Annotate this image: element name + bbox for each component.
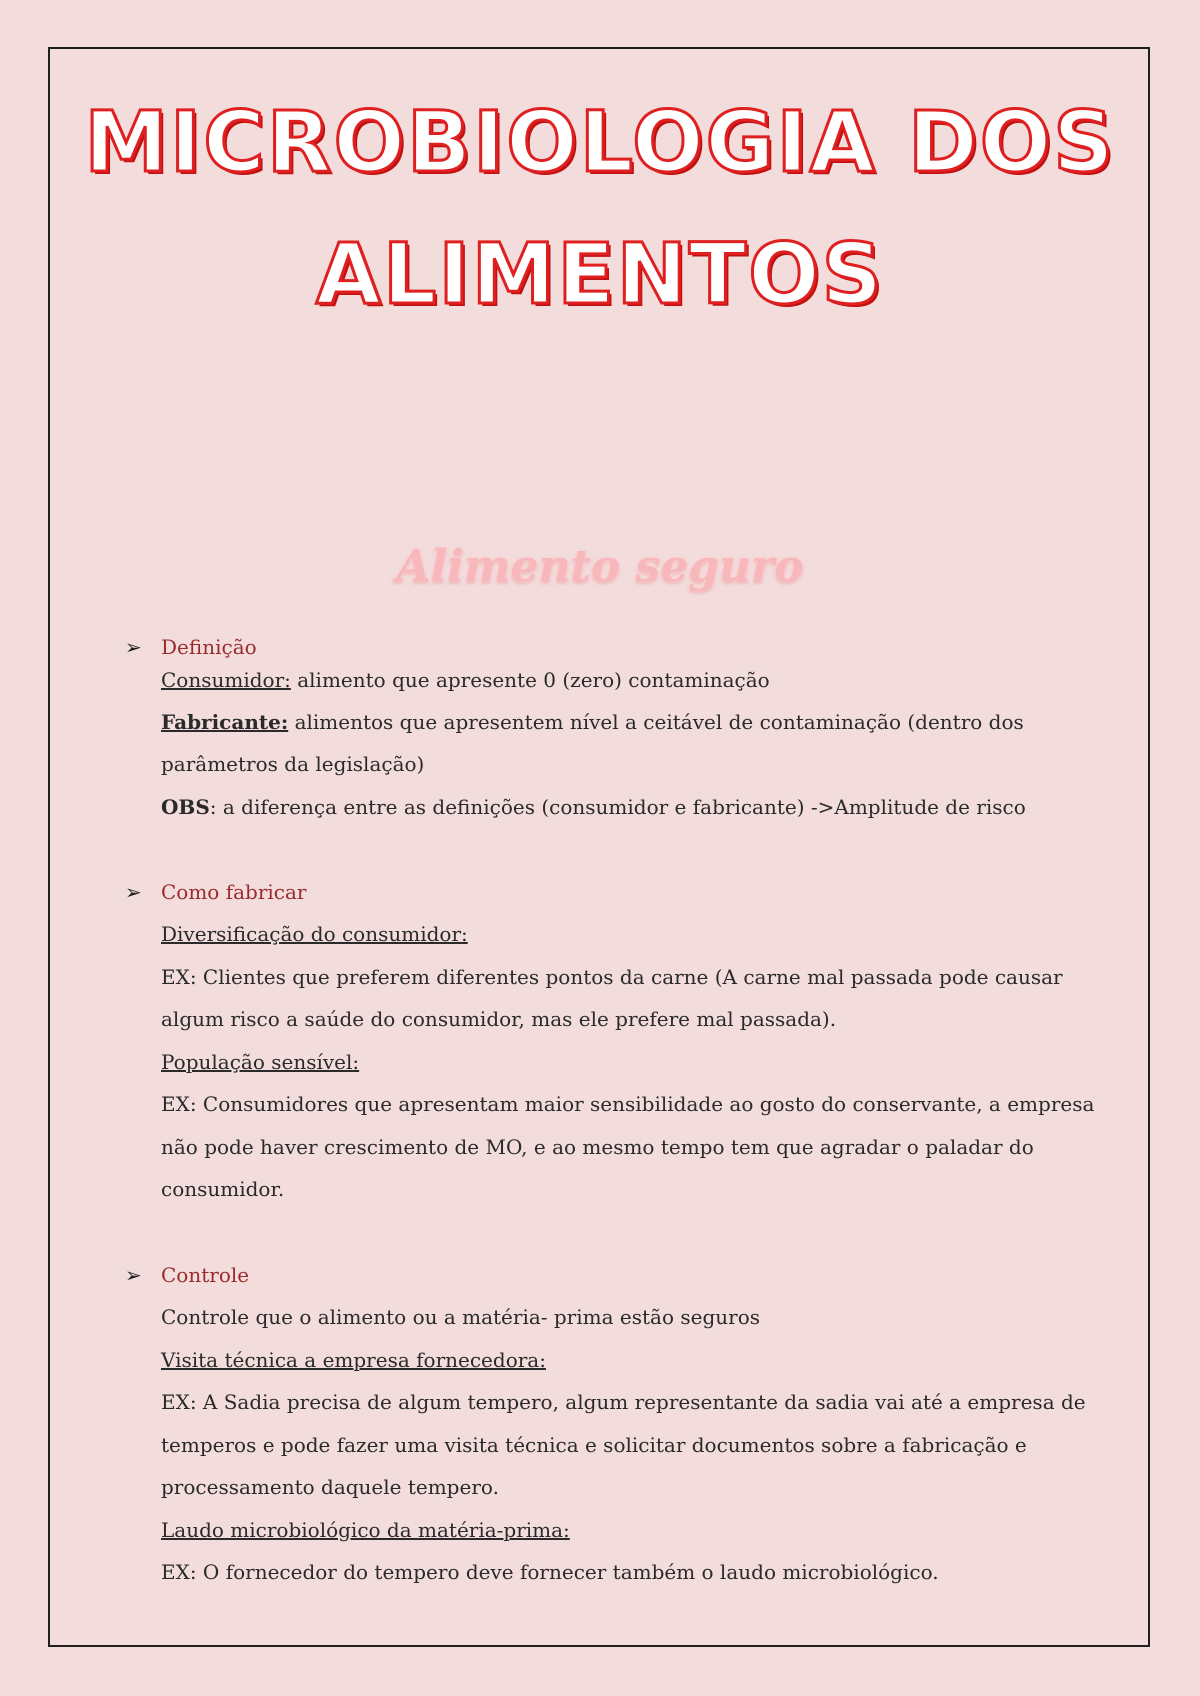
example-2-line-1: EX: Consumidores que apresentam maior sensibilidade ao gosto do conservante, a empresa	[161, 1092, 1095, 1116]
arrow-bullet-icon: ➢	[125, 880, 142, 904]
fabricante-label: Fabricante:	[161, 710, 289, 734]
obs-note	[161, 792, 1026, 822]
obs-label: OBS	[161, 795, 210, 819]
heading-controle: Controle	[161, 1263, 250, 1287]
diversificacao-label: Diversificação do consumidor:	[161, 922, 468, 946]
document-title-line-1: MICROBIOLOGIA DOS	[84, 93, 1116, 191]
fabricante-definition	[161, 707, 1024, 737]
document-title-line-2: ALIMENTOS	[315, 225, 885, 323]
consumidor-label: Consumidor:	[161, 668, 291, 692]
laudo-label: Laudo microbiológico da matéria-prima:	[161, 1518, 570, 1542]
controle-intro: Controle que o alimento ou a matéria- prima estão seguros	[161, 1305, 760, 1329]
visita-label: Visita técnica a empresa fornecedora:	[161, 1348, 546, 1372]
populacao-label: População sensível:	[161, 1050, 360, 1074]
example-2-line-2: não pode haver crescimento de MO, e ao mesmo tempo tem que agradar o paladar do	[161, 1135, 1034, 1159]
section-subtitle: Alimento seguro	[396, 541, 804, 592]
consumidor-definition	[161, 665, 770, 695]
example-3-line-2: temperos e pode fazer uma visita técnica e solicitar documentos sobre a fabricação e	[161, 1433, 1027, 1457]
example-1-line-1: EX: Clientes que preferem diferentes pontos da carne (A carne mal passada pode causar	[161, 965, 1063, 989]
example-3-line-3: processamento daquele tempero.	[161, 1475, 499, 1499]
arrow-bullet-icon: ➢	[125, 635, 142, 659]
consumidor-text: alimento que apresente 0 (zero) contaminação	[290, 668, 770, 692]
heading-definicao: Definição	[161, 635, 257, 659]
example-3-line-1: EX: A Sadia precisa de algum tempero, algum representante da sadia vai até a empresa de	[161, 1390, 1086, 1414]
example-2-line-3: consumidor.	[161, 1177, 285, 1201]
example-1-line-2: algum risco a saúde do consumidor, mas ele prefere mal passada).	[161, 1007, 837, 1031]
fabricante-text: alimentos que apresentem nível a ceitável de contaminação (dentro dos	[288, 710, 1024, 734]
obs-text: : a diferença entre as definições (consumidor e fabricante) ->Amplitude de risco	[209, 795, 1026, 819]
arrow-bullet-icon: ➢	[125, 1263, 142, 1287]
example-4-line-1: EX: O fornecedor do tempero deve fornecer também o laudo microbiológico.	[161, 1560, 939, 1584]
fabricante-text-continued: parâmetros da legislação)	[161, 752, 425, 776]
heading-como-fabricar: Como fabricar	[161, 880, 307, 904]
